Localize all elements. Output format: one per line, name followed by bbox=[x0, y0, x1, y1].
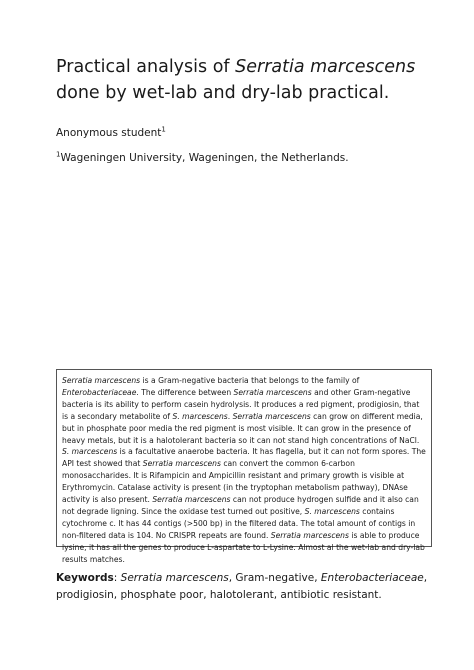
title-text-part2: done by wet-lab and dry-lab practical. bbox=[56, 83, 390, 103]
abstract-italic-segment: S. marcescens bbox=[172, 411, 228, 421]
abstract-text-segment: . The difference between bbox=[136, 387, 234, 397]
keyword-species: Serratia marcescens bbox=[120, 572, 229, 584]
author-line bbox=[56, 126, 166, 140]
abstract-text-segment: can convert the common 6-carbon monosaccharides. It is Rifampicin and Ampicillin resistant and primary growth is visible at Erythromycin. Catalase activity is present (in the tryptophan metabolism pathway), DNAse activity is also present. bbox=[62, 459, 408, 505]
abstract-italic-segment: Serratia marcescens bbox=[62, 376, 141, 385]
abstract-text-segment: is a Gram-negative bacteria that belongs to the family of bbox=[140, 376, 360, 385]
abstract-text-segment: can not produce hydrogen sulfide and it also can not degrade ligning. Since the oxidase test turned out positive, bbox=[62, 495, 419, 516]
abstract-text-segment: . bbox=[227, 411, 233, 421]
keywords-colon: : bbox=[113, 572, 121, 584]
title-species-italic: Serratia marcescens bbox=[235, 57, 416, 77]
abstract-italic-segment: Serratia marcescens bbox=[152, 495, 231, 505]
abstract-italic-segment: Serratia marcescens bbox=[233, 387, 312, 397]
abstract-italic-segment: Serratia marcescens bbox=[270, 530, 349, 540]
abstract-italic-segment: Serratia marcescens bbox=[142, 459, 221, 469]
keyword-separator: , Gram-negative, bbox=[228, 572, 321, 584]
paper-title bbox=[56, 54, 436, 106]
abstract-text-segment: is able to produce lysine, it has all the genes to produce L-aspartate to L-Lysine. Almost al the wet-lab and dry-lab results matches. bbox=[62, 530, 425, 564]
abstract-box bbox=[56, 369, 432, 564]
abstract-text-segment: can grow on different media, but in phosphate poor media the red pigment is most visible. It can grow in the presence of heavy metals, but it is a halotolerant bacteria so it can not stand high concentrations of NaCl. bbox=[62, 411, 423, 445]
abstract-text bbox=[62, 375, 426, 566]
affiliation-superscript: 1 bbox=[56, 150, 61, 159]
keyword-family: Enterobacteriaceae bbox=[320, 572, 424, 584]
abstract-italic-segment: S. marcescens bbox=[62, 447, 118, 457]
keywords-section bbox=[56, 570, 436, 603]
affiliation-line bbox=[56, 151, 349, 165]
author-name: Anonymous student bbox=[56, 127, 162, 139]
keywords-rest: , prodigiosin, phosphate poor, halotolerant, antibiotic resistant. bbox=[56, 572, 428, 601]
abstract-text-segment: and other Gram-negative bacteria is its ability to perform casein hydrolysis. It produces a red pigment, prodigiosin, that is a secondary metabolite of bbox=[62, 387, 420, 421]
author-superscript: 1 bbox=[161, 125, 166, 134]
abstract-italic-segment: Enterobacteriaceae bbox=[62, 387, 137, 397]
abstract-italic-segment: Serratia marcescens bbox=[232, 411, 311, 421]
keywords-label: Keywords bbox=[56, 572, 114, 584]
abstract-text-segment: contains cytochrome c. It has 44 contigs (>500 bp) in the filtered data. The total amount of contigs in non-filtered data is 104. No CRISPR repeats are found. bbox=[62, 506, 416, 540]
title-text-part1: Practical analysis of bbox=[56, 57, 236, 77]
abstract-italic-segment: S. marcescens bbox=[304, 506, 360, 516]
abstract-text-segment: is a facultative anaerobe bacteria. It has flagella, but it can not form spores. The API test showed that bbox=[62, 447, 426, 469]
affiliation-text: Wageningen University, Wageningen, the Netherlands. bbox=[60, 152, 349, 164]
